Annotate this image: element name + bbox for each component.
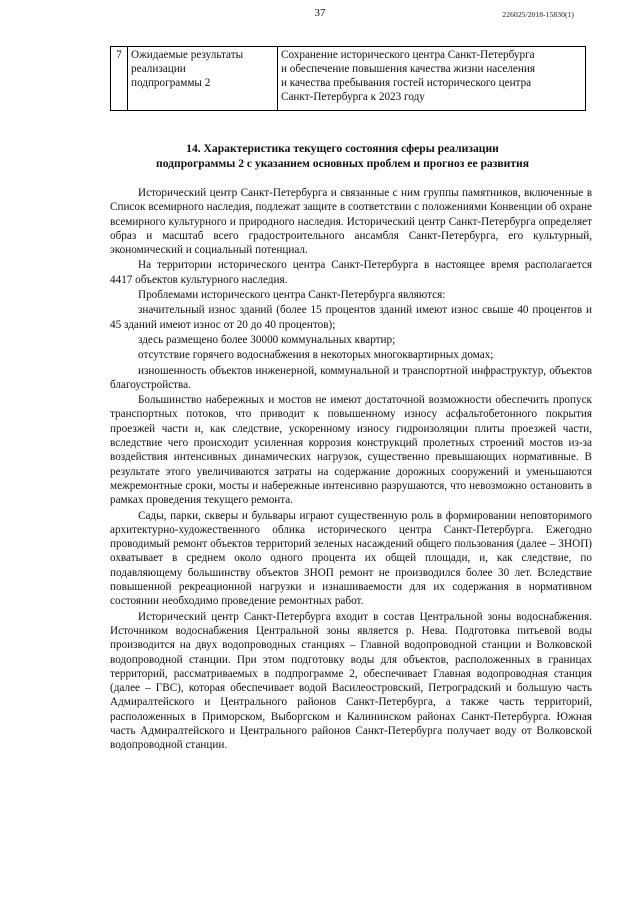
page-number: 37 — [314, 7, 326, 19]
section-title: 14. Характеристика текущего состояния сферы реализации подпрограммы 2 с указанием основных проблем и прогноз ее развития — [156, 142, 529, 170]
paragraph: На территории исторического центра Санкт-Петербурга в настоящее время располагается 4417 объектов культурного наследия. — [110, 259, 592, 286]
section-body — [110, 186, 592, 754]
program-info-table — [110, 46, 586, 111]
row-value-text: Сохранение исторического центра Санкт-Петербурга и обеспечение повышения качества жизни населения и качества пребывания гостей исторического центра Санкт-Петербурга к 2023 году — [281, 49, 536, 103]
paragraph: Большинство набережных и мостов не имеют достаточной возможности обеспечить пропуск транспортных потоков, что приводит к повышенному износу асфальтобетонного покрытия проезжей части и, как следствие, ускоренному износу гидроизоляции плиты проезжей части, вследствие чего происходит усиленная коррозия конструкций пролетных строений мостов из-за воздействия интенсивных динамических нагрузок, существенно превышающих нормативные. В результате этого увеличиваются затраты на содержание дорожных сооружений и уменьшаются межремонтные сроки, мосты и набережные интенсивно разрушаются, что невозможно остановить в рамках проведения текущего ремонта. — [110, 394, 592, 507]
row-number: 7 — [111, 47, 128, 111]
paragraph: Сады, парки, скверы и бульвары играют существенную роль в формировании неповторимого архитектурно-художественного облика исторического центра Санкт-Петербурга. Ежегодно проводимый ремонт объектов территорий зеленых насаждений общего пользования (далее – ЗНОП) охватывает в среднем около одного процента их общей площади, и, как следствие, по подавляющему большинству объектов ЗНОП ремонт не производился более 30 лет. Вследствие повышенной рекреационной нагрузки и изнашиваемости для их содержания в нормативном состоянии необходимо проведение ремонтных работ. — [110, 509, 592, 608]
table-row — [111, 47, 586, 111]
row-label — [128, 47, 278, 111]
list-item: здесь размещено более 30000 коммунальных квартир; — [138, 333, 396, 346]
paragraph: Исторический центр Санкт-Петербурга и связанные с ним группы памятников, включенные в Список всемирного наследия, подлежат защите в соответствии с положениями Конвенции об охране всемирного культурного и природного наследия. Исторический центр Санкт-Петербурга определяет образ и масштаб всего градостроительного ансамбля Санкт-Петербурга, его культурный, экономический и социальный потенциал. — [110, 187, 592, 257]
row-label-text: Ожидаемые результаты реализации подпрограммы 2 — [131, 49, 244, 89]
row-value — [278, 47, 586, 111]
paragraph: Исторический центр Санкт-Петербурга входит в состав Центральной зоны водоснабжения. Источником водоснабжения Центральной зоны является р. Нева. Подготовка питьевой воды производится на двух водопроводных станциях – Главной водопроводной станции и Волковской водопроводной станции. При этом подготовку воды для объектов, расположенных в границах территорий, рассматриваемых в подпрограмме 2, обеспечивает Главная водопроводная станция (далее – ГВС), которая обеспечивает водой Василеостровский, Петроградский и большую часть Адмиралтейского и Центрального районов Санкт-Петербурга, а также часть территорий, расположенных в Приморском, Выборгском и Калининском районах Санкт-Петербурга. Южная часть Адмиралтейского и Центрального районов Санкт-Петербурга получает воду от Волковской водопроводной станции. — [110, 610, 592, 752]
list-item: отсутствие горячего водоснабжения в некоторых многоквартирных домах; — [138, 349, 494, 362]
paragraph: Проблемами исторического центра Санкт-Петербурга являются: — [138, 289, 446, 302]
list-item: изношенность объектов инженерной, коммунальной и транспортной инфраструктур, объектов благоустройства. — [110, 364, 592, 391]
list-item: значительный износ зданий (более 15 процентов зданий имеют износ свыше 40 процентов и 45 зданий имеют износ от 20 до 40 процентов); — [110, 304, 592, 331]
document-code: 226025/2018-15830(1) — [502, 10, 574, 19]
